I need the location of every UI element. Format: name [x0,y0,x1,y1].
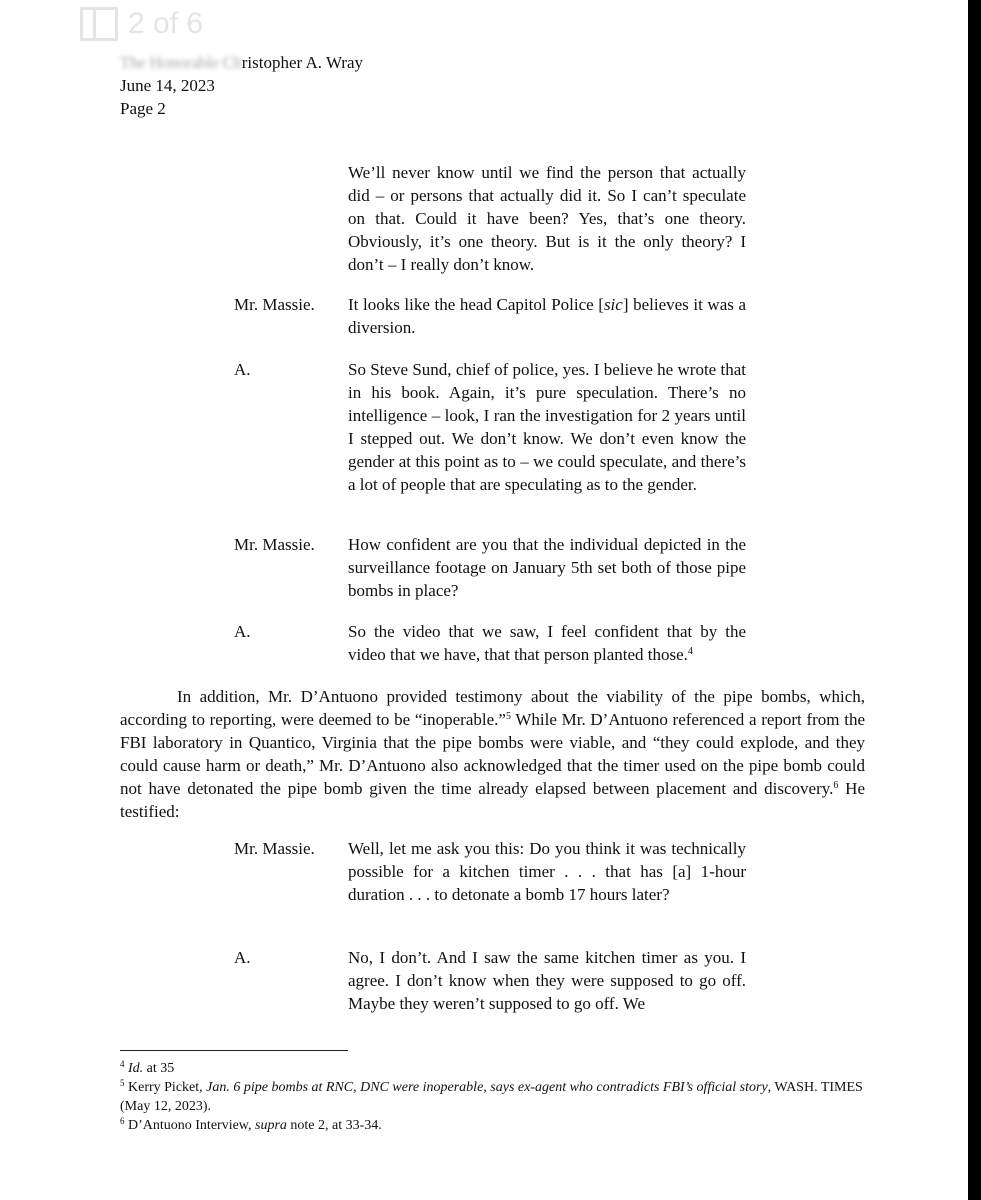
question-text: ] believes it was a diversion. [348,295,746,337]
letter-header [120,51,363,120]
footnote-5 [120,1078,880,1116]
footnote-text: , WASH. TIMES (May 12, 2023). [120,1080,863,1114]
footnote-italic: Jan. 6 pipe bombs at RNC, DNC were inoperable, says ex-agent who contradicts FBI’s official story [206,1080,768,1095]
addressee-line [120,51,363,74]
letter-date: June 14, 2023 [120,76,215,95]
footnote-ref: 6 [833,780,839,791]
speaker-label: Mr. Massie. [234,839,315,858]
sic-italic: sic [603,295,623,314]
transcript-question: Well, let me ask you this: Do you think it was technically possible for a kitchen timer . . . that has [a] 1-hour duration . . . to detonate a bomb 17 hours later? [348,839,746,904]
question-text: It looks like the head Capitol Police [ [348,295,604,314]
footnote-divider [120,1050,348,1051]
footnote-text: at 35 [143,1061,175,1076]
addressee-name: ristopher A. Wray [241,53,364,72]
speaker-label: A. [234,948,251,967]
transcript-answer: No, I don’t. And I saw the same kitchen timer as you. I agree. I don’t know when they were supposed to go off. Maybe they weren’t supposed to go off. We [348,948,746,1013]
footnote-number: 6 [120,1116,125,1126]
footnote-number: 5 [120,1078,125,1088]
footnote-text: D’Antuono Interview, [128,1118,256,1133]
pages-icon [80,7,118,41]
speaker-label: A. [234,622,251,641]
paragraph-text: While Mr. D’Antuono referenced a report from the FBI laboratory in Quantico, Virginia that the pipe bombs were viable, and “they could explode, and they could cause harm or death,” Mr. D’Antuono also acknowledged that the timer used on the pipe bomb could not have detonated the pipe bomb given the time already elapsed between placement and discovery. [120,710,865,798]
answer-text: So the video that we saw, I feel confident that by the video that we have, that that person planted those. [348,622,746,664]
transcript-question [348,293,746,339]
footnote-4 [120,1059,880,1078]
redacted-addressee: The Honorable Ch [120,53,242,72]
footnote-italic: supra [255,1118,287,1133]
footnote-text: note 2, at 33-34. [286,1118,382,1133]
transcript-answer-continued: We’ll never know until we find the person that actually did – or persons that actually did it. So I can’t speculate on that. Could it have been? Yes, that’s one theory. Obviously, it’s one theory. But is it the only theory? I don’t – I really don’t know. [348,163,746,274]
footnotes [120,1059,880,1135]
speaker-label: Mr. Massie. [234,295,315,314]
speaker-label: A. [234,360,251,379]
transcript-question: How confident are you that the individual depicted in the surveillance footage on January 5th set both of those pipe bombs in place? [348,535,746,600]
footnote-6 [120,1116,880,1135]
speaker-label: Mr. Massie. [234,535,315,554]
paragraph-text: He testified: [120,779,865,821]
footnote-italic: Id. [128,1061,144,1076]
footnote-number: 4 [120,1059,125,1069]
page-indicator-text: 2 of 6 [128,7,204,40]
page-indicator [80,6,203,42]
footnote-ref: 4 [687,646,693,657]
transcript-answer [348,620,746,666]
body-paragraph [120,685,865,823]
page-number: Page 2 [120,99,166,118]
transcript-answer: So Steve Sund, chief of police, yes. I believe he wrote that in his book. Again, it’s pure speculation. There’s no intelligence – look, I ran the investigation for 2 years until I stepped out. We don’t know. We don’t even know the gender at this point as to – we could speculate, and there’s a lot of people that are speculating as to the gender. [348,360,746,494]
footnote-ref: 5 [505,711,511,722]
paragraph-text: In addition, Mr. D’Antuono provided testimony about the viability of the pipe bombs, which, according to reporting, were deemed to be “inoperable.” [120,687,865,729]
footnote-text: Kerry Picket, [128,1080,207,1095]
